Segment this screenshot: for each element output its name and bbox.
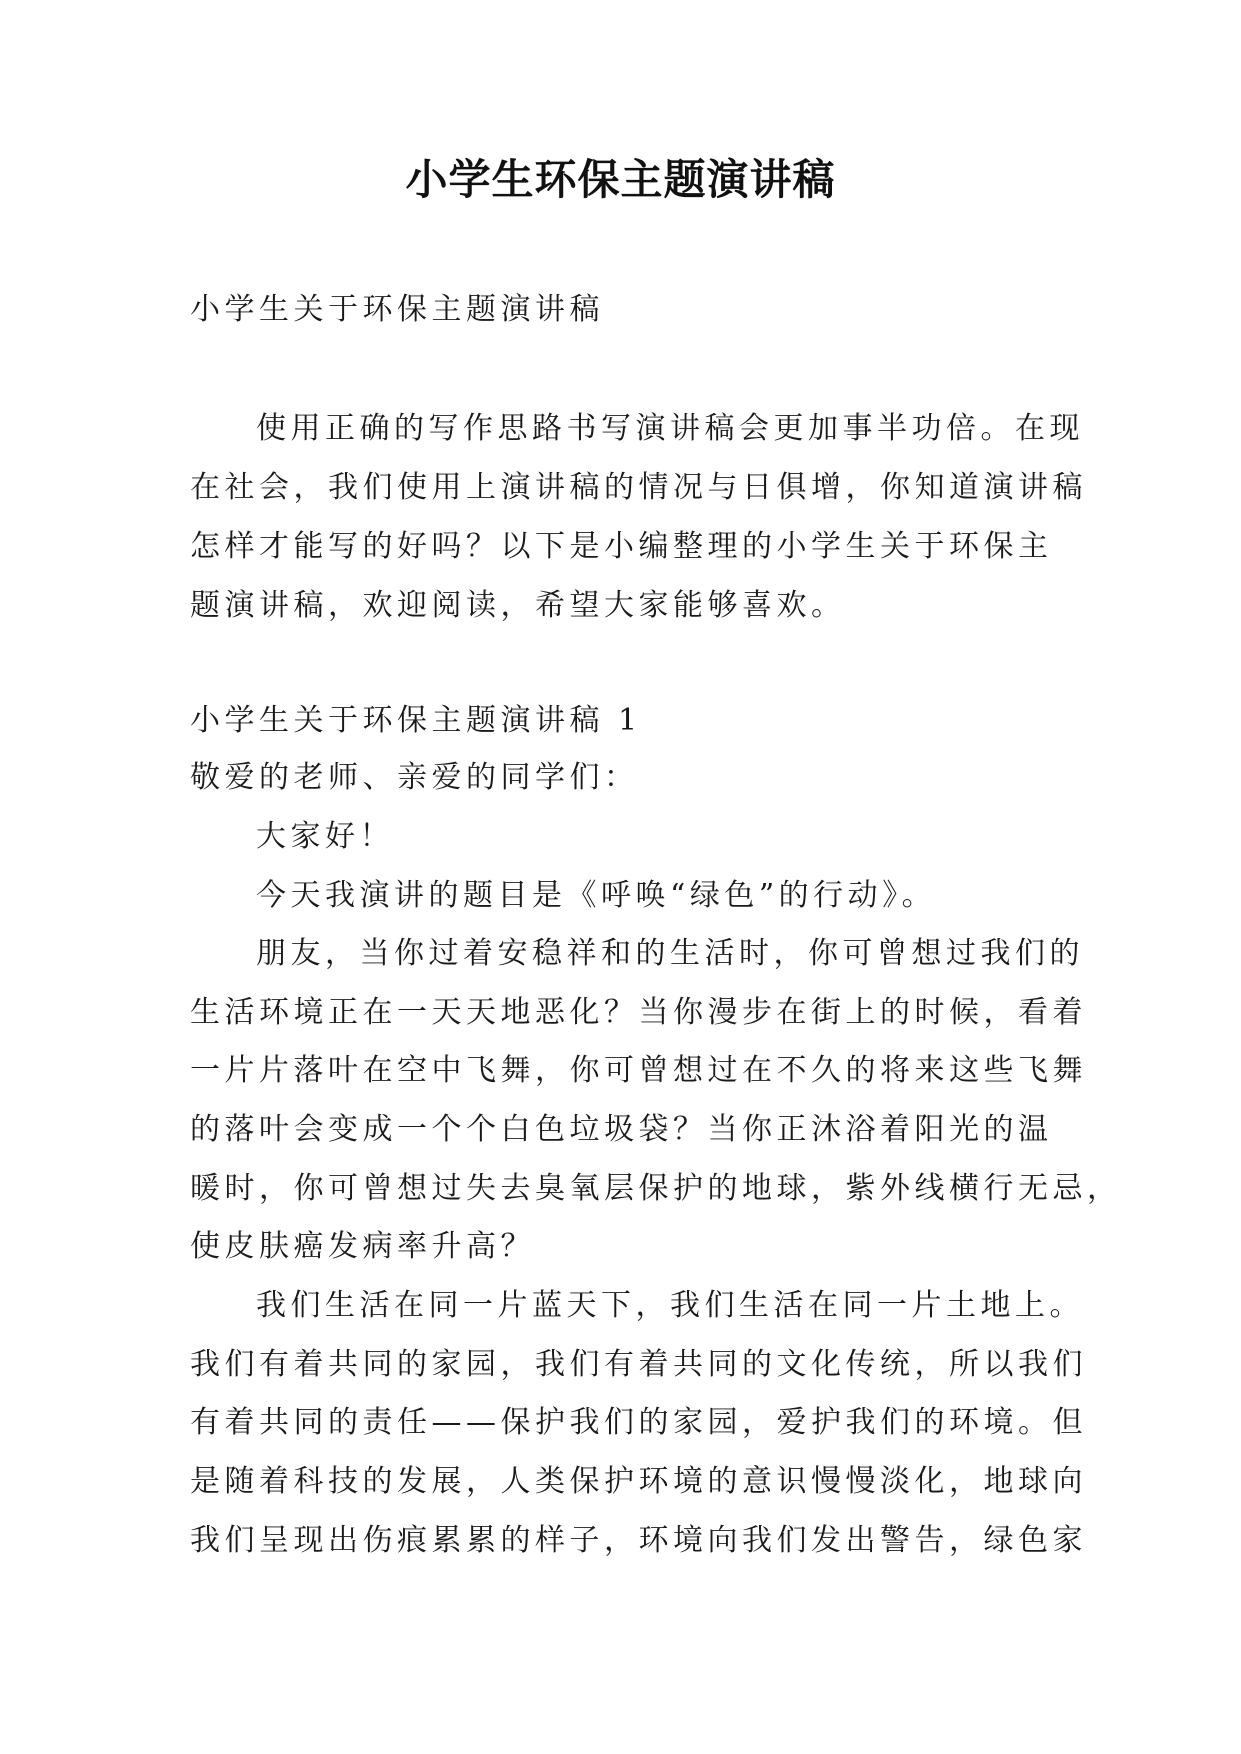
document-title: 小学生环保主题演讲稿 [405,155,836,204]
topic-line: 今天我演讲的题目是《呼唤“绿色”的行动》。 [256,878,937,913]
intro-line-2: 在社会，我们使用上演讲稿的情况与日俱增，你知道演讲稿 [190,470,1087,505]
paragraph2-line-3: 有着共同的责任——保护我们的家园，爱护我们的环境。但 [190,1405,1087,1440]
paragraph1-line-3: 一片片落叶在空中飞舞，你可曾想过在不久的将来这些飞舞 [190,1053,1087,1088]
paragraph2-line-2: 我们有着共同的家园，我们有着共同的文化传统，所以我们 [190,1347,1087,1382]
document-subtitle: 小学生关于环保主题演讲稿 [190,292,604,327]
section-heading: 小学生关于环保主题演讲稿 1 [190,703,642,738]
salutation: 敬爱的老师、亲爱的同学们： [190,760,639,795]
paragraph2-line-4: 是随着科技的发展，人类保护环境的意识慢慢淡化，地球向 [190,1464,1087,1499]
intro-line-4: 题演讲稿，欢迎阅读，希望大家能够喜欢。 [190,588,846,623]
paragraph2-line-1: 我们生活在同一片蓝天下，我们生活在同一片土地上。 [256,1288,1084,1323]
paragraph1-line-1: 朋友，当你过着安稳祥和的生活时，你可曾想过我们的 [256,936,1084,971]
greeting: 大家好！ [256,819,394,854]
intro-line-3: 怎样才能写的好吗？以下是小编整理的小学生关于环保主 [190,529,1053,564]
intro-line-1: 使用正确的写作思路书写演讲稿会更加事半功倍。在现 [256,411,1084,446]
paragraph1-line-4: 的落叶会变成一个个白色垃圾袋？当你正沐浴着阳光的温 [190,1112,1053,1147]
paragraph1-line-5: 暖时，你可曾想过失去臭氧层保护的地球，紫外线横行无忌， [190,1171,1122,1206]
paragraph1-line-6: 使皮肤癌发病率升高？ [190,1229,535,1264]
paragraph2-line-5: 我们呈现出伤痕累累的样子，环境向我们发出警告，绿色家 [190,1523,1087,1558]
paragraph1-line-2: 生活环境正在一天天地恶化？当你漫步在街上的时候，看着 [190,995,1087,1030]
